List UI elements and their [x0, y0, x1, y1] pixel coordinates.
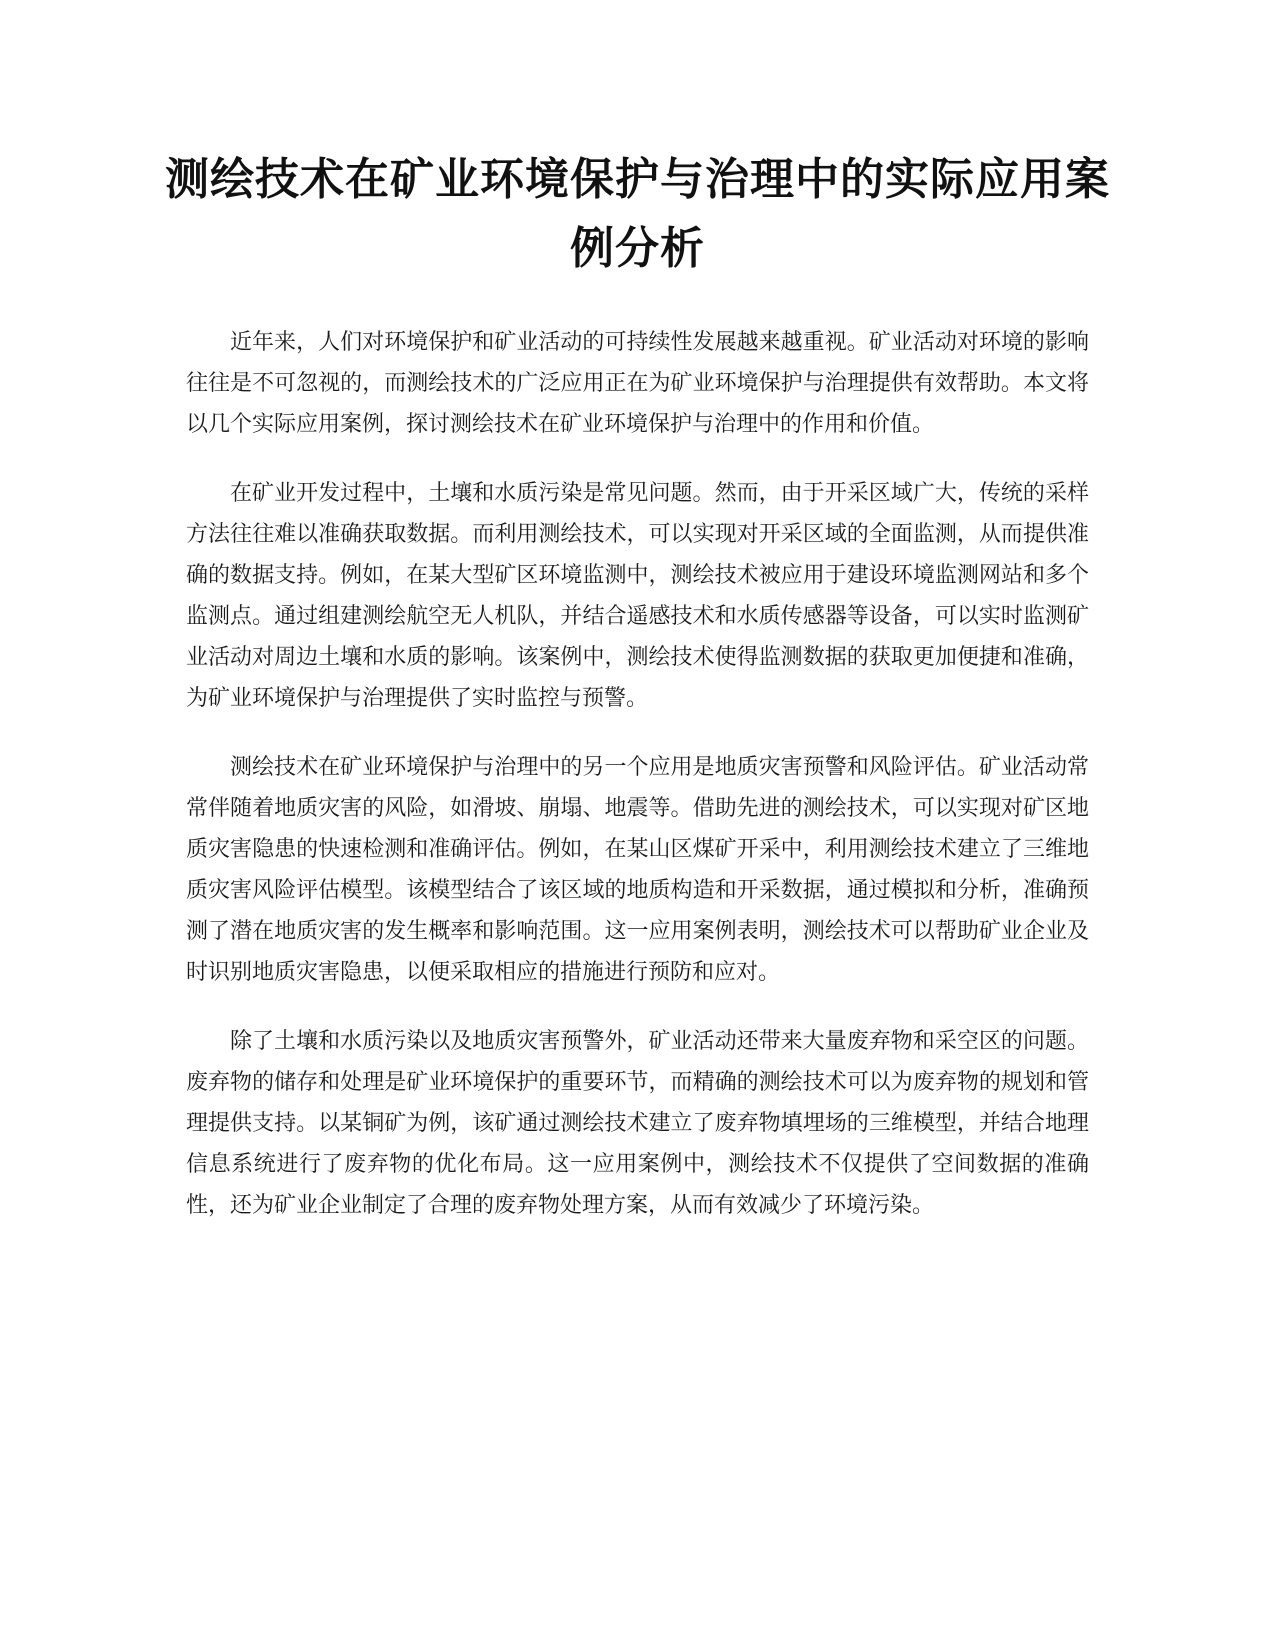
- document-body: [186, 322, 1089, 1254]
- paragraph-geohazard-warning: 测绘技术在矿业环境保护与治理中的另一个应用是地质灾害预警和风险评估。矿业活动常常伴随着地质灾害的风险，如滑坡、崩塌、地震等。借助先进的测绘技术，可以实现对矿区地质灾害隐患的快速检测和准确评估。例如，在某山区煤矿开采中，利用测绘技术建立了三维地质灾害风险评估模型。该模型结合了该区域的地质构造和开采数据，通过模拟和分析，准确预测了潜在地质灾害的发生概率和影响范围。这一应用案例表明，测绘技术可以帮助矿业企业及时识别地质灾害隐患，以便采取相应的措施进行预防和应对。: [186, 755, 1089, 985]
- paragraph-intro: 近年来，人们对环境保护和矿业活动的可持续性发展越来越重视。矿业活动对环境的影响往往是不可忽视的，而测绘技术的广泛应用正在为矿业环境保护与治理提供有效帮助。本文将以几个实际应用案例，探讨测绘技术在矿业环境保护与治理中的作用和价值。: [186, 330, 1089, 437]
- paragraph-waste-management: 除了土壤和水质污染以及地质灾害预警外，矿业活动还带来大量废弃物和采空区的问题。废弃物的储存和处理是矿业环境保护的重要环节，而精确的测绘技术可以为废弃物的规划和管理提供支持。以某铜矿为例，该矿通过测绘技术建立了废弃物填埋场的三维模型，并结合地理信息系统进行了废弃物的优化布局。这一应用案例中，测绘技术不仅提供了空间数据的准确性，还为矿业企业制定了合理的废弃物处理方案，从而有效减少了环境污染。: [186, 1029, 1089, 1218]
- paragraph-pollution-monitoring: 在矿业开发过程中，土壤和水质污染是常见问题。然而，由于开采区域广大，传统的采样方法往往难以准确获取数据。而利用测绘技术，可以实现对开采区域的全面监测，从而提供准确的数据支持。例如，在某大型矿区环境监测中，测绘技术被应用于建设环境监测网站和多个监测点。通过组建测绘航空无人机队，并结合遥感技术和水质传感器等设备，可以实时监测矿业活动对周边土壤和水质的影响。该案例中，测绘技术使得监测数据的获取更加便捷和准确，为矿业环境保护与治理提供了实时监控与预警。: [186, 481, 1089, 711]
- document-title: 测绘技术在矿业环境保护与治理中的实际应用案例分析: [165, 154, 1110, 274]
